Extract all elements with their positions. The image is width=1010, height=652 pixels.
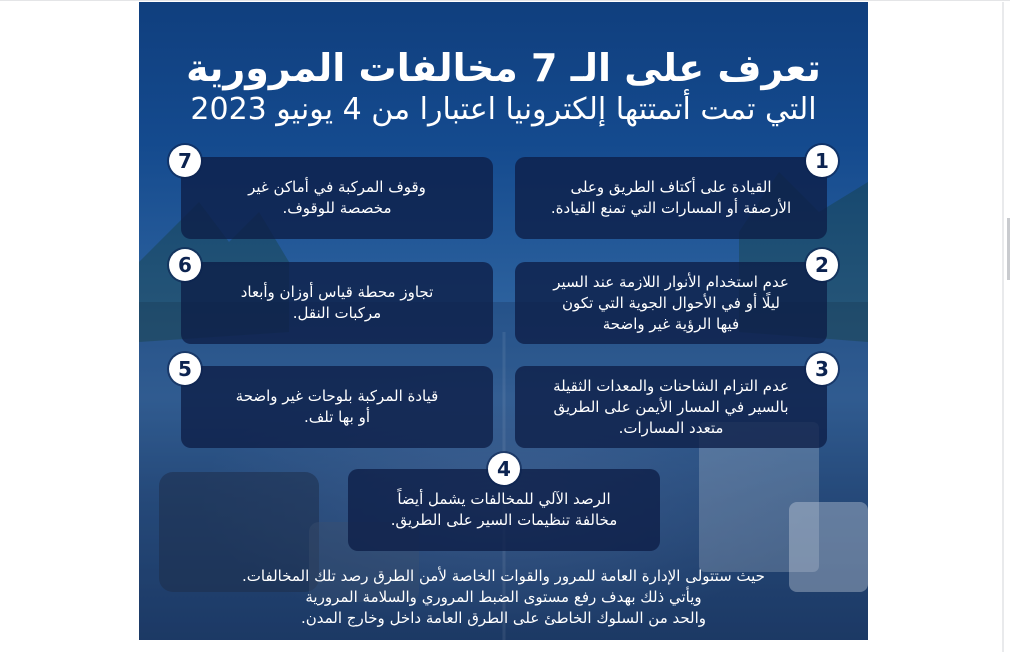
infographic-poster (139, 2, 868, 640)
violation-number-badge-1: 1 (806, 145, 838, 177)
violation-number-badge-4: 4 (488, 453, 520, 485)
violation-text-7: وقوف المركبة في أماكن غير مخصصة للوقوف. (248, 178, 426, 217)
poster-subtitle: التي تمت أتمتتها إلكترونيا اعتبارا من 4 يونيو 2023 (190, 92, 817, 127)
violation-number-badge-3: 3 (806, 353, 838, 385)
violation-number-badge-7: 7 (169, 145, 201, 177)
violation-text-3: عدم التزام الشاحنات والمعدات الثقيلة بالسير في المسار الأيمن على الطريق متعدد المسارات. (553, 376, 789, 437)
footer-note (199, 566, 808, 629)
violation-card-3 (515, 366, 827, 448)
violation-card-5 (181, 366, 493, 448)
violation-text-2: عدم استخدام الأنوار اللازمة عند السير ليلًا أو في الأحوال الجوية التي تكون فيها الرؤية غير واضحة (553, 272, 789, 333)
page-edge-line (1002, 2, 1004, 652)
footer-line-1: حيث ستتولى الإدارة العامة للمرور والقوات الخاصة لأمن الطرق رصد تلك المخالفات. (242, 567, 765, 585)
violation-text-1: القيادة على أكتاف الطريق وعلى الأرصفة أو المسارات التي تمنع القيادة. (550, 178, 792, 217)
violation-text-5: قيادة المركبة بلوحات غير واضحة أو بها تلف. (235, 387, 439, 426)
violation-number-badge-6: 6 (169, 249, 201, 281)
violation-card-2 (515, 262, 827, 344)
violation-text-6: تجاوز محطة قياس أوزان وأبعاد مركبات النقل. (240, 283, 434, 322)
poster-title: تعرف على الـ 7 مخالفات المرورية (186, 46, 821, 90)
violation-number-badge-5: 5 (169, 353, 201, 385)
violation-number-badge-2: 2 (806, 249, 838, 281)
top-border (0, 0, 1010, 1)
violation-card-1 (515, 157, 827, 239)
violation-text-4: الرصد الآلي للمخالفات يشمل أيضاً مخالفة تنظيمات السير على الطريق. (390, 490, 618, 529)
violation-card-7 (181, 157, 493, 239)
violation-card-6 (181, 262, 493, 344)
footer-line-2: ويأتي ذلك بهدف رفع مستوى الضبط المروري والسلامة المرورية (305, 588, 702, 606)
footer-line-3: والحد من السلوك الخاطئ على الطرق العامة داخل وخارج المدن. (300, 609, 707, 627)
